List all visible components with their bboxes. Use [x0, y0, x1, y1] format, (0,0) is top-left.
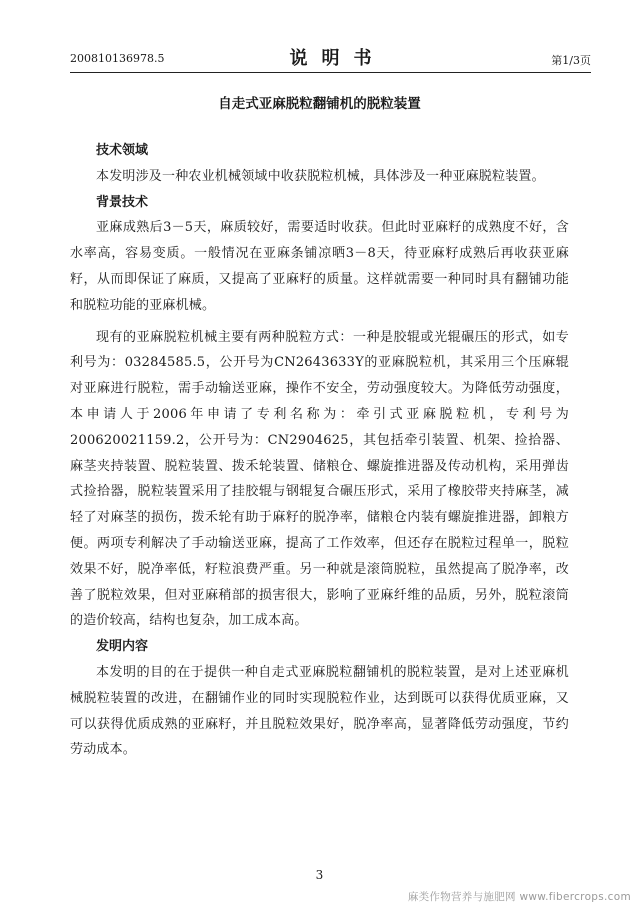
section-heading-invention: 发明内容	[96, 639, 149, 655]
document-type-heading: 说明书	[289, 48, 386, 69]
page-number: 3	[315, 868, 324, 882]
paragraph-invention: 本发明的目的在于提供一种自走式亚麻脱粒翻铺机的脱粒装置，是对上述亚麻机械脱粒装置的改进，在翻铺作业的同时实现脱粒作业，达到既可以获得优质亚麻，又可以获得优质成熟的亚麻籽，并且脱粒效果好，脱净率高，显著降低劳动强度，节约劳动成本。	[70, 664, 569, 758]
document-title: 自走式亚麻脱粒翻铺机的脱粒装置	[218, 96, 421, 112]
page-indicator: 第1/3页	[551, 54, 591, 67]
application-number: 200810136978.5	[70, 52, 165, 65]
document-body	[70, 138, 569, 763]
paragraph-tech-field: 本发明涉及一种农业机械领域中收获脱粒机械，具体涉及一种亚麻脱粒装置。	[96, 168, 545, 184]
section-heading-background: 背景技术	[96, 194, 149, 210]
section-heading-tech-field: 技术领域	[96, 143, 149, 158]
page-header	[70, 38, 591, 73]
paragraph-background-2: 现有的亚麻脱粒机械主要有两种脱粒方式：一种是胶辊或光辊碾压的形式，如专利号为：03284585.5，公开号为CN2643633Y的亚麻脱粒机，其采用三个压麻辊对亚麻进行脱粒，需手动输送亚麻，操作不安全，劳动强度较大。为降低劳动强度，本申请人于2006年申请了专利名称为：牵引式亚麻脱粒机，专利号为200620021159.2，公开号为：CN2904625，其包括牵引装置、机架、捡拾器、麻茎夹持装置、脱粒装置、拨禾轮装置、储粮仓、螺旋推进器及传动机构，采用弹齿式捡拾器，脱粒装置采用了挂胶辊与钢辊复合碾压形式，采用了橡胶带夹持麻茎，减轻了对麻茎的损伤，拨禾轮有助于麻籽的脱净率，储粮仓内装有螺旋推进器，卸粮方便。两项专利解决了手动输送亚麻，提高了工作效率，但还存在脱粒过程单一，脱粒效果不好，脱净率低，籽粒浪费严重。另一种就是滚筒脱粒，虽然提高了脱净率，改善了脱粒效果，但对亚麻稍部的损害很大，影响了亚麻纤维的品质，另外，脱粒滚筒的造价较高，结构也复杂，加工成本高。	[70, 329, 569, 629]
paragraph-background-1: 亚麻成熟后3－5天，麻质较好，需要适时收获。但此时亚麻籽的成熟度不好，含水率高，容易变质。一般情况在亚麻条铺凉晒3－8天，待亚麻籽成熟后再收获亚麻籽，从而即保证了麻质，又提高了亚麻籽的质量。这样就需要一种同时具有翻铺功能和脱粒功能的亚麻机械。	[70, 220, 569, 313]
site-watermark: 麻类作物营养与施肥网 www.fibercrops.com	[407, 891, 631, 903]
